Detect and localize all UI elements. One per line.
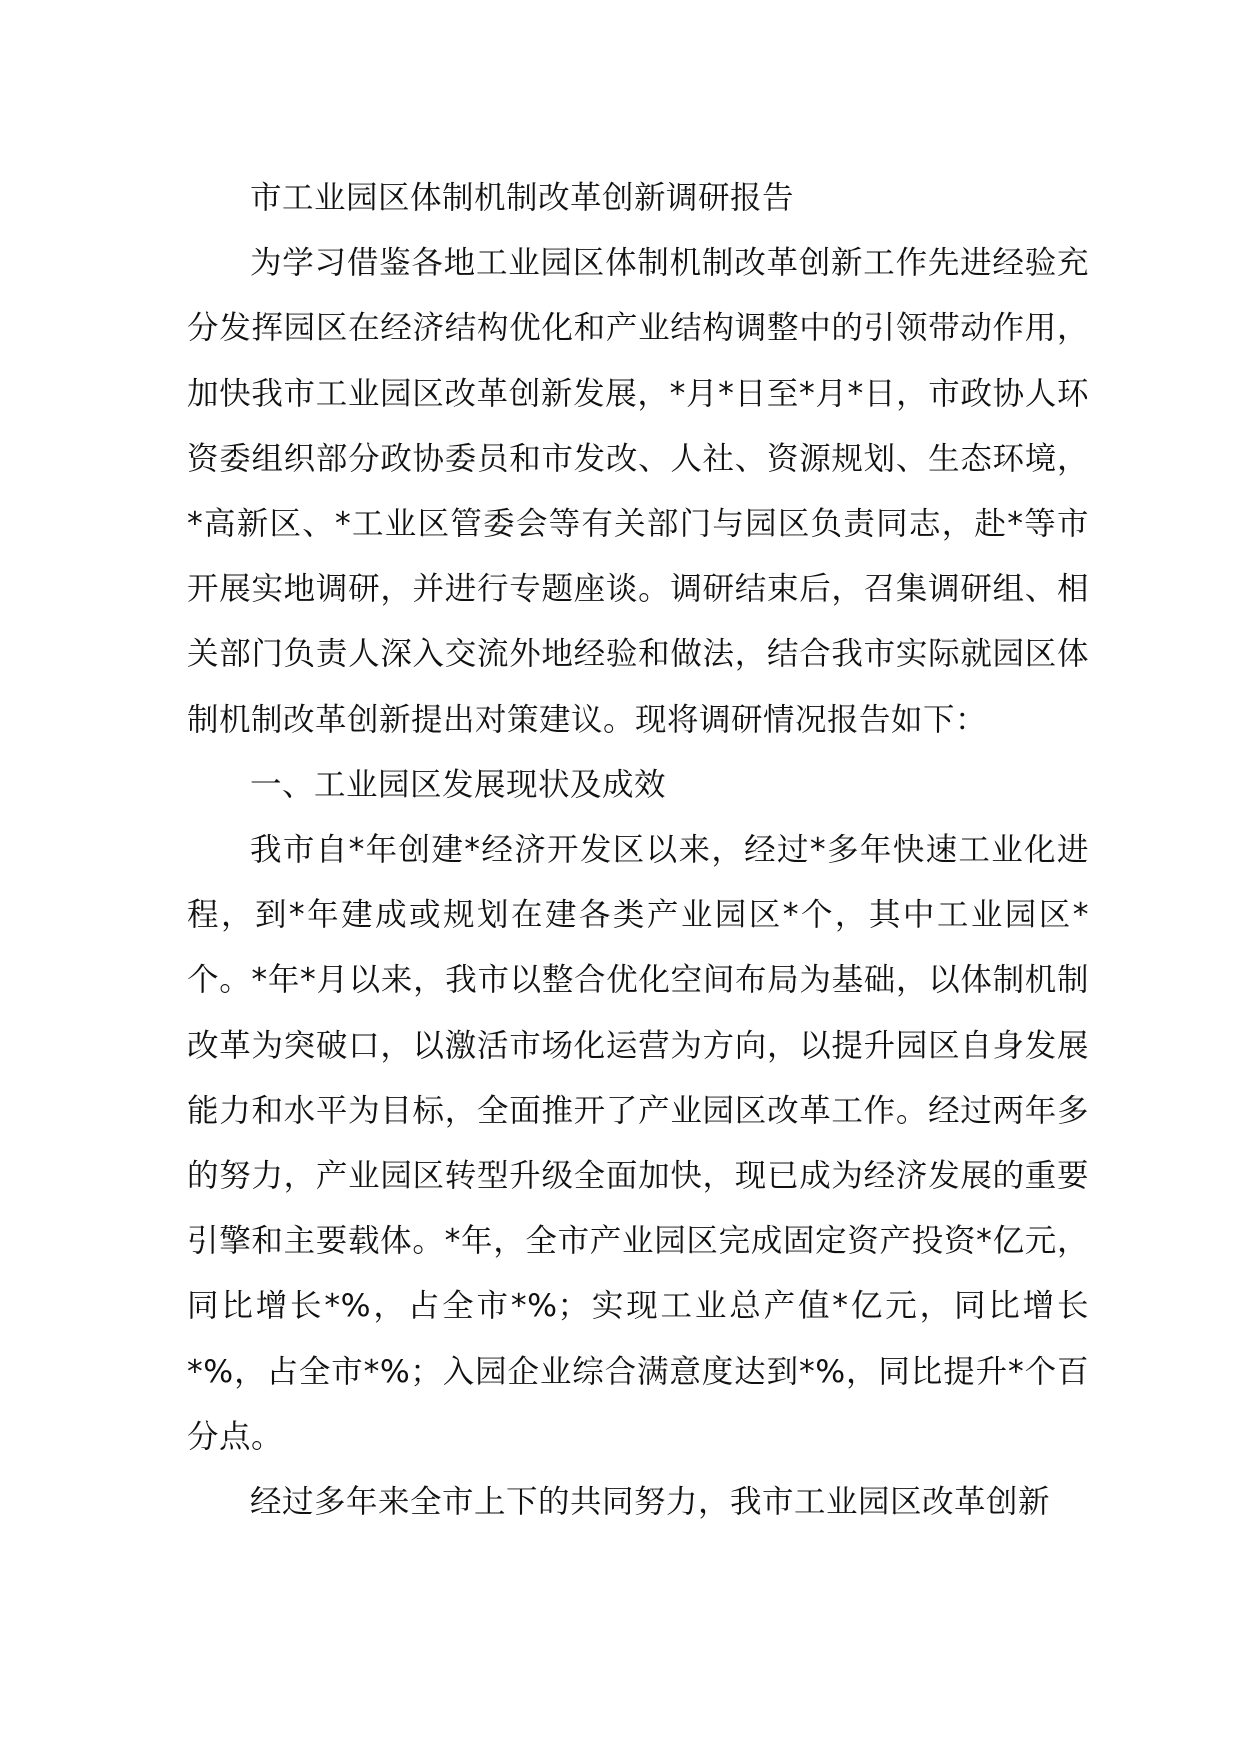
section-heading: 一、工业园区发展现状及成效 bbox=[250, 766, 667, 803]
continued-paragraph: 经过多年来全市上下的共同努力，我市工业园区改革创新 bbox=[250, 1484, 1051, 1521]
document-title: 市工业园区体制机制改革创新调研报告 bbox=[250, 180, 795, 216]
document-body bbox=[187, 166, 1089, 1535]
section-body-paragraph: 我市自*年创建*经济开发区以来，经过*多年快速工业化进程，到*年建成或规划在建各类产业园区*个，其中工业园区*个。*年*月以来，我市以整合优化空间布局为基础，以体制机制改革为突破口，以激活市场化运营为方向，以提升园区自身发展能力和水平为目标，全面推开了产业园区改革工作。经过两年多的努力，产业园区转型升级全面加快，现已成为经济发展的重要引擎和主要载体。*年，全市产业园区完成固定资产投资*亿元，同比增长*%，占全市*%；实现工业总产值*亿元，同比增长*%，占全市*%；入园企业综合满意度达到*%，同比提升*个百分点。 bbox=[187, 832, 1089, 1455]
intro-paragraph: 为学习借鉴各地工业园区体制机制改革创新工作先进经验充分发挥园区在经济结构优化和产业结构调整中的引领带动作用，加快我市工业园区改革创新发展，*月*日至*月*日，市政协人环资委组织部分政协委员和市发改、人社、资源规划、生态环境，*高新区、*工业区管委会等有关部门与园区负责同志，赴*等市开展实地调研，并进行专题座谈。调研结束后，召集调研组、相关部门负责人深入交流外地经验和做法，结合我市实际就园区体制机制改革创新提出对策建议。现将调研情况报告如下： bbox=[187, 245, 1089, 738]
